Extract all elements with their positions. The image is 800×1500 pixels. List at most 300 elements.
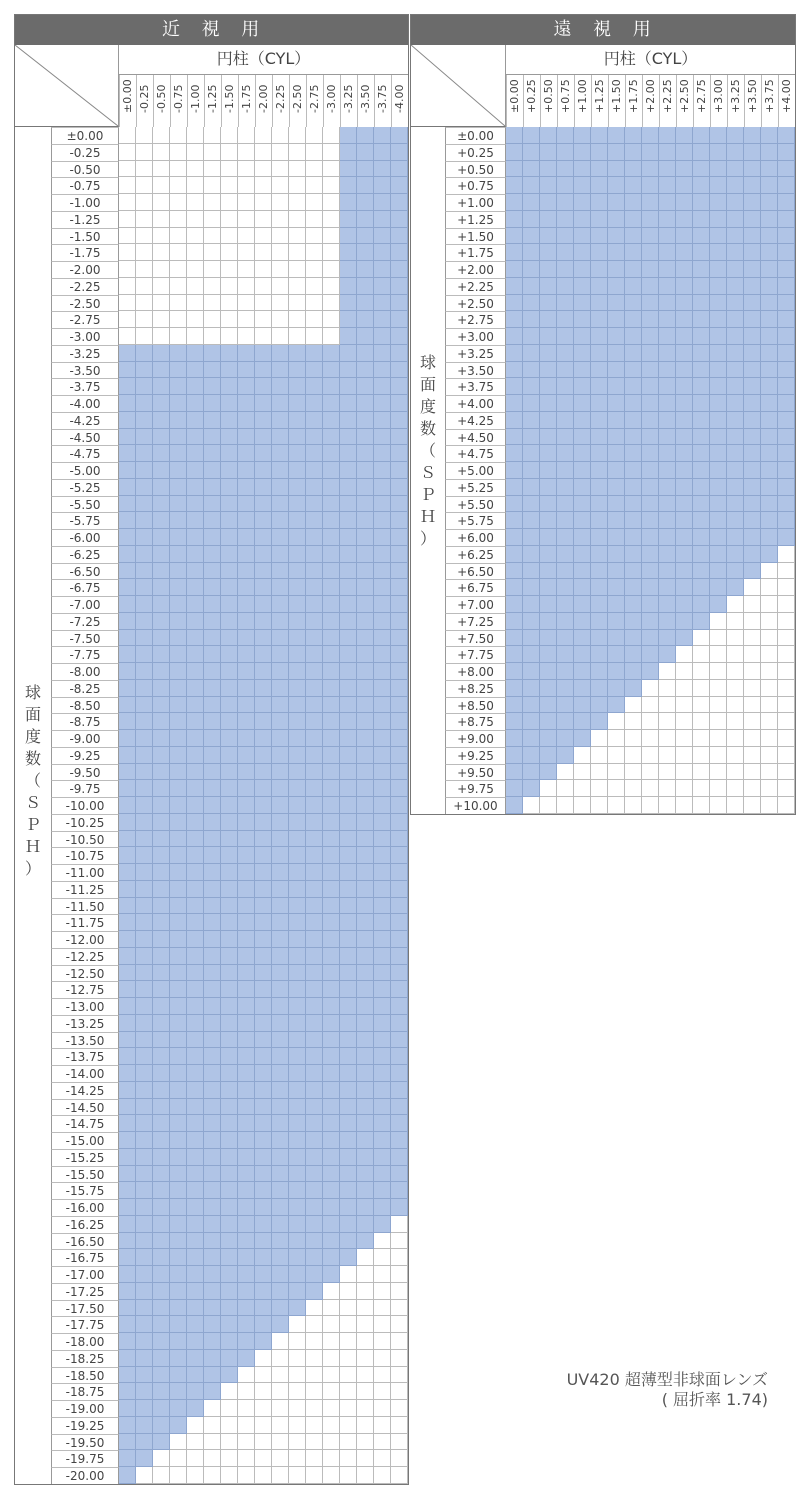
sph-row-label: -11.50 xyxy=(51,898,119,915)
available-cell xyxy=(204,864,221,881)
available-cell xyxy=(153,546,170,563)
available-cell xyxy=(340,1166,357,1183)
sph-row-label: -6.50 xyxy=(51,563,119,580)
cyl-column-label xyxy=(119,75,136,127)
unavailable-cell xyxy=(119,261,136,278)
available-cell xyxy=(340,596,357,613)
available-cell xyxy=(238,1249,255,1266)
available-cell xyxy=(391,462,408,479)
available-cell xyxy=(374,730,391,747)
available-cell xyxy=(608,512,625,529)
available-cell xyxy=(591,261,608,278)
available-cell xyxy=(642,345,659,362)
available-cell xyxy=(340,613,357,630)
unavailable-cell xyxy=(306,1300,323,1317)
available-cell xyxy=(306,764,323,781)
available-cell xyxy=(221,1233,238,1250)
unavailable-cell xyxy=(119,328,136,345)
unavailable-cell xyxy=(136,161,153,178)
available-cell xyxy=(187,1048,204,1065)
available-cell xyxy=(557,479,574,496)
unavailable-cell xyxy=(676,680,693,697)
available-cell xyxy=(323,613,340,630)
sph-row-label: -14.75 xyxy=(51,1115,119,1132)
available-cell xyxy=(136,1182,153,1199)
unavailable-cell xyxy=(761,730,778,747)
unavailable-cell xyxy=(153,295,170,312)
sph-row-label: +7.25 xyxy=(445,613,506,630)
available-cell xyxy=(642,311,659,328)
available-cell xyxy=(187,898,204,915)
available-cell xyxy=(204,395,221,412)
available-cell xyxy=(506,144,523,161)
available-cell xyxy=(204,579,221,596)
unavailable-cell xyxy=(272,1400,289,1417)
available-cell xyxy=(238,914,255,931)
available-cell xyxy=(710,362,727,379)
available-cell xyxy=(170,1149,187,1166)
unavailable-cell xyxy=(255,194,272,211)
available-cell xyxy=(204,1032,221,1049)
available-cell xyxy=(357,596,374,613)
available-cell xyxy=(374,228,391,245)
sph-axis-char: Ｓ xyxy=(419,463,436,482)
cyl-column-label xyxy=(727,75,744,127)
available-cell xyxy=(187,697,204,714)
available-cell xyxy=(557,211,574,228)
unavailable-cell xyxy=(659,697,676,714)
available-cell xyxy=(204,730,221,747)
available-cell xyxy=(238,948,255,965)
available-cell xyxy=(136,1417,153,1434)
available-cell xyxy=(710,445,727,462)
available-cell xyxy=(187,1032,204,1049)
available-cell xyxy=(591,345,608,362)
available-cell xyxy=(727,161,744,178)
available-cell xyxy=(221,646,238,663)
available-cell xyxy=(506,278,523,295)
available-cell xyxy=(323,412,340,429)
unavailable-cell xyxy=(642,680,659,697)
available-cell xyxy=(119,378,136,395)
unavailable-cell xyxy=(693,747,710,764)
cyl-value: +2.50 xyxy=(678,79,691,113)
available-cell xyxy=(272,1249,289,1266)
unavailable-cell xyxy=(642,797,659,814)
unavailable-cell xyxy=(136,295,153,312)
available-cell xyxy=(374,462,391,479)
available-cell xyxy=(710,496,727,513)
available-cell xyxy=(540,194,557,211)
available-cell xyxy=(340,144,357,161)
available-cell xyxy=(340,563,357,580)
available-cell xyxy=(391,663,408,680)
available-cell xyxy=(676,412,693,429)
available-cell xyxy=(306,479,323,496)
available-cell xyxy=(676,278,693,295)
available-cell xyxy=(136,965,153,982)
available-cell xyxy=(727,194,744,211)
available-cell xyxy=(710,244,727,261)
available-cell xyxy=(170,931,187,948)
available-cell xyxy=(693,496,710,513)
unavailable-cell xyxy=(710,764,727,781)
sph-row-label: -17.00 xyxy=(51,1266,119,1283)
available-cell xyxy=(153,1015,170,1032)
available-cell xyxy=(306,1249,323,1266)
available-cell xyxy=(642,630,659,647)
available-cell xyxy=(306,1132,323,1149)
available-cell xyxy=(727,512,744,529)
unavailable-cell xyxy=(778,764,795,781)
available-cell xyxy=(255,1082,272,1099)
available-cell xyxy=(557,127,574,144)
available-cell xyxy=(119,1367,136,1384)
unavailable-cell xyxy=(323,1400,340,1417)
available-cell xyxy=(289,1300,306,1317)
available-cell xyxy=(357,965,374,982)
available-cell xyxy=(119,680,136,697)
available-cell xyxy=(289,697,306,714)
unavailable-cell xyxy=(272,1383,289,1400)
available-cell xyxy=(340,1115,357,1132)
available-cell xyxy=(289,1032,306,1049)
available-cell xyxy=(357,831,374,848)
available-cell xyxy=(608,177,625,194)
unavailable-cell xyxy=(761,780,778,797)
unavailable-cell xyxy=(340,1316,357,1333)
sph-axis-char: （ xyxy=(419,441,436,460)
sph-row-label: -1.50 xyxy=(51,228,119,245)
available-cell xyxy=(255,1149,272,1166)
unavailable-cell xyxy=(255,1434,272,1451)
sph-row-label: ±0.00 xyxy=(51,127,119,144)
cyl-value: -3.25 xyxy=(342,84,355,113)
available-cell xyxy=(119,1333,136,1350)
available-cell xyxy=(693,311,710,328)
available-cell xyxy=(357,797,374,814)
available-cell xyxy=(255,512,272,529)
available-cell xyxy=(574,328,591,345)
available-cell xyxy=(323,563,340,580)
available-cell xyxy=(221,697,238,714)
available-cell xyxy=(221,1032,238,1049)
available-cell xyxy=(727,311,744,328)
available-cell xyxy=(659,311,676,328)
available-cell xyxy=(608,362,625,379)
available-cell xyxy=(238,479,255,496)
available-cell xyxy=(289,546,306,563)
available-cell xyxy=(187,1082,204,1099)
available-cell xyxy=(306,1048,323,1065)
available-cell xyxy=(659,378,676,395)
available-cell xyxy=(136,1266,153,1283)
available-cell xyxy=(187,646,204,663)
available-cell xyxy=(221,596,238,613)
available-cell xyxy=(642,261,659,278)
myopia-table xyxy=(14,14,409,1485)
sph-row-label: -1.75 xyxy=(51,244,119,261)
sph-row-label: -3.00 xyxy=(51,328,119,345)
available-cell xyxy=(778,244,795,261)
available-cell xyxy=(323,1216,340,1233)
unavailable-cell xyxy=(625,747,642,764)
available-cell xyxy=(340,1065,357,1082)
available-cell xyxy=(557,630,574,647)
available-cell xyxy=(391,362,408,379)
unavailable-cell xyxy=(187,194,204,211)
available-cell xyxy=(574,479,591,496)
available-cell xyxy=(693,295,710,312)
available-cell xyxy=(170,1065,187,1082)
available-cell xyxy=(170,1182,187,1199)
sph-row-label: +8.25 xyxy=(445,680,506,697)
available-cell xyxy=(625,479,642,496)
available-cell xyxy=(272,713,289,730)
unavailable-cell xyxy=(323,1434,340,1451)
unavailable-cell xyxy=(221,1467,238,1484)
available-cell xyxy=(761,362,778,379)
available-cell xyxy=(391,1048,408,1065)
available-cell xyxy=(170,496,187,513)
available-cell xyxy=(238,847,255,864)
sph-row-label: +3.50 xyxy=(445,362,506,379)
unavailable-cell xyxy=(374,1400,391,1417)
unavailable-cell xyxy=(727,630,744,647)
available-cell xyxy=(170,378,187,395)
available-cell xyxy=(557,295,574,312)
available-cell xyxy=(204,914,221,931)
available-cell xyxy=(523,177,540,194)
sph-row-label: +6.50 xyxy=(445,563,506,580)
available-cell xyxy=(187,1132,204,1149)
available-cell xyxy=(204,378,221,395)
available-cell xyxy=(659,295,676,312)
available-cell xyxy=(340,814,357,831)
available-cell xyxy=(608,663,625,680)
unavailable-cell xyxy=(238,1417,255,1434)
sph-axis-char: Ｓ xyxy=(24,793,41,812)
available-cell xyxy=(761,496,778,513)
available-cell xyxy=(187,546,204,563)
available-cell xyxy=(574,412,591,429)
available-cell xyxy=(170,1400,187,1417)
available-cell xyxy=(170,462,187,479)
available-cell xyxy=(170,345,187,362)
unavailable-cell xyxy=(676,713,693,730)
unavailable-cell xyxy=(119,127,136,144)
unavailable-cell xyxy=(391,1249,408,1266)
available-cell xyxy=(238,1132,255,1149)
unavailable-cell xyxy=(693,663,710,680)
available-cell xyxy=(340,328,357,345)
available-cell xyxy=(608,378,625,395)
available-cell xyxy=(506,780,523,797)
cyl-value: -2.00 xyxy=(257,84,270,113)
available-cell xyxy=(221,613,238,630)
available-cell xyxy=(136,1115,153,1132)
available-cell xyxy=(153,596,170,613)
available-cell xyxy=(204,1249,221,1266)
unavailable-cell xyxy=(323,1350,340,1367)
available-cell xyxy=(523,747,540,764)
unavailable-cell xyxy=(340,1283,357,1300)
available-cell xyxy=(744,362,761,379)
available-cell xyxy=(391,814,408,831)
sph-row-label: +4.75 xyxy=(445,445,506,462)
sph-row-label: -9.75 xyxy=(51,780,119,797)
available-cell xyxy=(306,797,323,814)
available-cell xyxy=(540,378,557,395)
available-cell xyxy=(187,747,204,764)
available-cell xyxy=(391,948,408,965)
unavailable-cell xyxy=(221,194,238,211)
available-cell xyxy=(625,194,642,211)
unavailable-cell xyxy=(187,261,204,278)
available-cell xyxy=(289,395,306,412)
sph-row-label: -18.75 xyxy=(51,1383,119,1400)
available-cell xyxy=(523,328,540,345)
available-cell xyxy=(119,1233,136,1250)
available-cell xyxy=(306,462,323,479)
available-cell xyxy=(727,429,744,446)
cyl-header: 円柱（CYL） xyxy=(119,45,408,75)
available-cell xyxy=(136,630,153,647)
available-cell xyxy=(676,295,693,312)
unavailable-cell xyxy=(391,1333,408,1350)
available-cell xyxy=(659,395,676,412)
available-cell xyxy=(170,395,187,412)
available-cell xyxy=(238,898,255,915)
available-cell xyxy=(391,429,408,446)
unavailable-cell xyxy=(659,780,676,797)
available-cell xyxy=(187,864,204,881)
available-cell xyxy=(119,1216,136,1233)
available-cell xyxy=(357,127,374,144)
unavailable-cell xyxy=(540,780,557,797)
available-cell xyxy=(255,1065,272,1082)
unavailable-cell xyxy=(323,278,340,295)
available-cell xyxy=(340,663,357,680)
unavailable-cell xyxy=(659,747,676,764)
unavailable-cell xyxy=(625,730,642,747)
available-cell xyxy=(204,1333,221,1350)
available-cell xyxy=(119,529,136,546)
cyl-column-label xyxy=(557,75,574,127)
available-cell xyxy=(323,780,340,797)
available-cell xyxy=(357,177,374,194)
available-cell xyxy=(391,1115,408,1132)
unavailable-cell xyxy=(778,563,795,580)
available-cell xyxy=(391,345,408,362)
available-cell xyxy=(357,998,374,1015)
available-cell xyxy=(340,345,357,362)
available-cell xyxy=(608,278,625,295)
available-cell xyxy=(625,646,642,663)
available-cell xyxy=(272,948,289,965)
available-cell xyxy=(289,713,306,730)
available-cell xyxy=(323,1048,340,1065)
unavailable-cell xyxy=(204,311,221,328)
sph-row-label: -5.50 xyxy=(51,496,119,513)
cyl-value: -2.50 xyxy=(291,84,304,113)
available-cell xyxy=(136,898,153,915)
available-cell xyxy=(357,646,374,663)
unavailable-cell xyxy=(374,1316,391,1333)
available-cell xyxy=(255,429,272,446)
unavailable-cell xyxy=(744,697,761,714)
available-cell xyxy=(119,1132,136,1149)
available-cell xyxy=(221,1182,238,1199)
available-cell xyxy=(523,228,540,245)
available-cell xyxy=(374,563,391,580)
available-cell xyxy=(340,730,357,747)
available-cell xyxy=(642,194,659,211)
available-cell xyxy=(272,1182,289,1199)
available-cell xyxy=(374,847,391,864)
unavailable-cell xyxy=(323,1367,340,1384)
available-cell xyxy=(204,697,221,714)
available-cell xyxy=(391,797,408,814)
unavailable-cell xyxy=(374,1266,391,1283)
cyl-value: +0.75 xyxy=(559,79,572,113)
available-cell xyxy=(255,563,272,580)
unavailable-cell xyxy=(676,797,693,814)
available-cell xyxy=(255,1333,272,1350)
available-cell xyxy=(778,161,795,178)
unavailable-cell xyxy=(306,311,323,328)
available-cell xyxy=(391,228,408,245)
available-cell xyxy=(119,1283,136,1300)
unavailable-cell xyxy=(170,261,187,278)
available-cell xyxy=(119,1316,136,1333)
available-cell xyxy=(204,646,221,663)
available-cell xyxy=(170,814,187,831)
unavailable-cell xyxy=(221,144,238,161)
available-cell xyxy=(221,914,238,931)
available-cell xyxy=(255,479,272,496)
available-cell xyxy=(523,462,540,479)
unavailable-cell xyxy=(727,596,744,613)
unavailable-cell xyxy=(323,194,340,211)
available-cell xyxy=(710,479,727,496)
available-cell xyxy=(391,630,408,647)
unavailable-cell xyxy=(204,1417,221,1434)
sph-row-label: -15.75 xyxy=(51,1182,119,1199)
unavailable-cell xyxy=(238,194,255,211)
unavailable-cell xyxy=(289,1350,306,1367)
unavailable-cell xyxy=(357,1367,374,1384)
available-cell xyxy=(391,177,408,194)
unavailable-cell xyxy=(272,1333,289,1350)
available-cell xyxy=(374,981,391,998)
available-cell xyxy=(744,295,761,312)
available-cell xyxy=(153,1249,170,1266)
available-cell xyxy=(591,512,608,529)
available-cell xyxy=(625,663,642,680)
unavailable-cell xyxy=(306,1434,323,1451)
available-cell xyxy=(340,646,357,663)
available-cell xyxy=(374,1166,391,1183)
unavailable-cell xyxy=(187,328,204,345)
cyl-column-label xyxy=(693,75,710,127)
cyl-column-label xyxy=(676,75,693,127)
cyl-column-label xyxy=(340,75,357,127)
unavailable-cell xyxy=(340,1350,357,1367)
unavailable-cell xyxy=(761,646,778,663)
available-cell xyxy=(238,1266,255,1283)
unavailable-cell xyxy=(625,764,642,781)
